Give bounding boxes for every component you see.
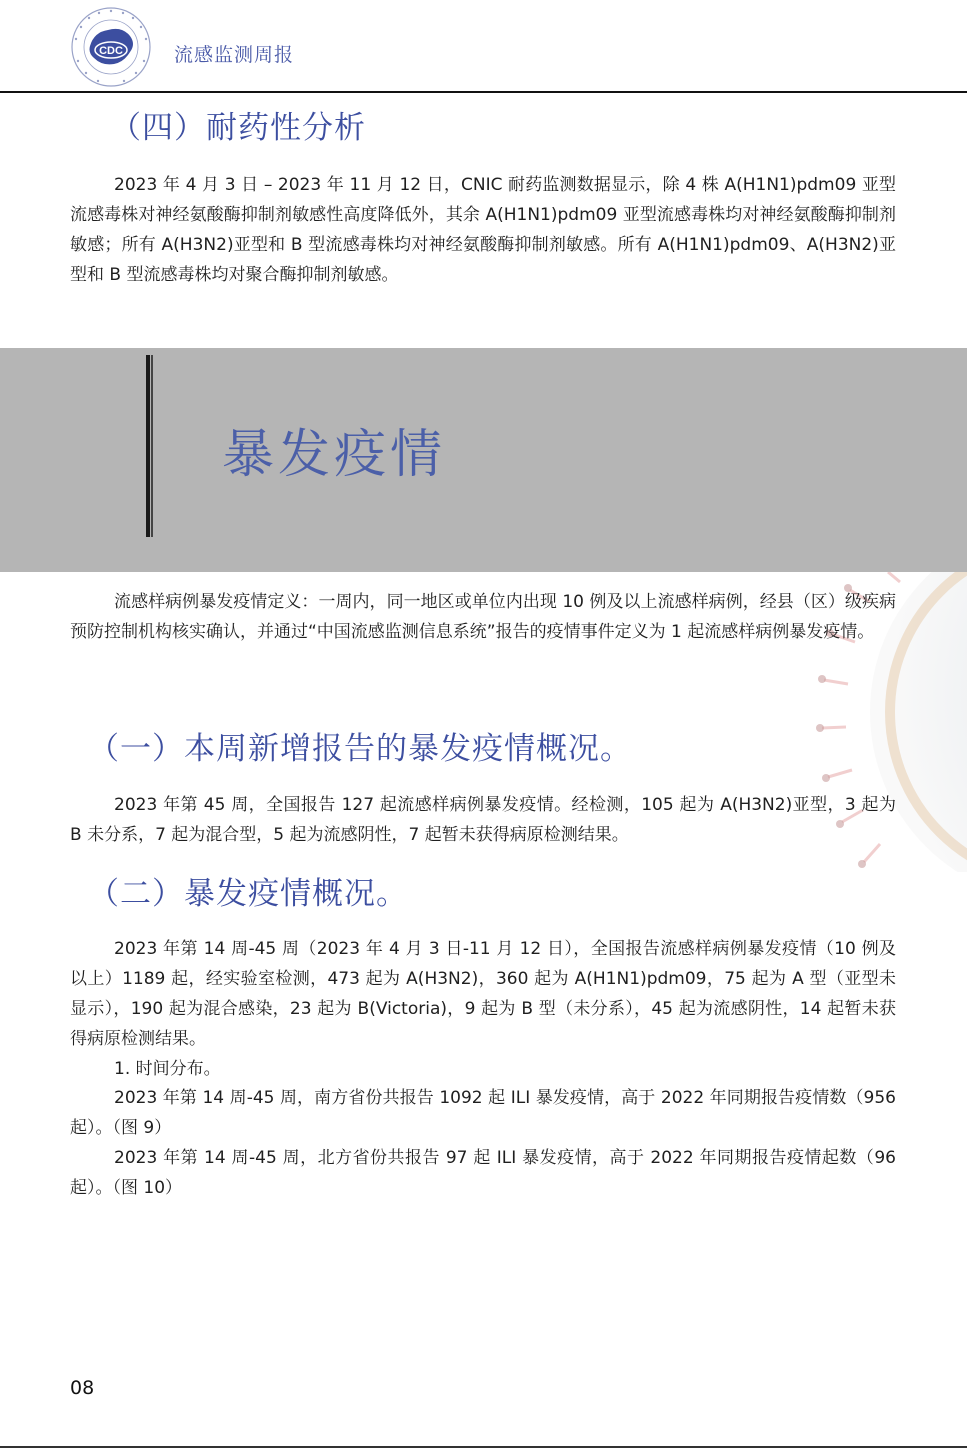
page-header	[0, 0, 967, 92]
paragraph-week-overview: 2023 年第 45 周，全国报告 127 起流感样病例暴发疫情。经检测，105 起为 A(H3N2)亚型，3 起为 B 未分系，7 起为混合型，5 起为流感阴性，7 起暂未获得病原检测结果。	[70, 795, 896, 845]
heading-resistance: （四）耐药性分析	[110, 110, 366, 146]
svg-text:CDC: CDC	[99, 45, 123, 57]
page-number: 08	[70, 1377, 95, 1399]
banner-accent-bar-thin	[151, 355, 153, 537]
banner-title: 暴发疫情	[222, 425, 447, 485]
heading-outbreak-overview: （二）暴发疫情概况。	[88, 876, 408, 912]
list-item-time-distribution: 1. 时间分布。	[114, 1059, 221, 1079]
paragraph-resistance: 2023 年 4 月 3 日 – 2023 年 11 月 12 日，CNIC 耐药监测数据显示，除 4 株 A(H1N1)pdm09 亚型流感毒株对神经氨酸酶抑制剂敏感性高度降低外，其余 A(H1N1)pdm09 亚型流感毒株均对神经氨酸酶抑制剂敏感；所有 A(H3N2)亚型和 B 型流感毒株均对神经氨酸酶抑制剂敏感。所有 A(H1N1)pdm09、A(H3N2)亚型和 B 型流感毒株均对聚合酶抑制剂敏感。	[70, 175, 896, 285]
paragraph-south: 2023 年第 14 周-45 周，南方省份共报告 1092 起 ILI 暴发疫情，高于 2022 年同期报告疫情数（956 起）。（图 9）	[70, 1088, 896, 1138]
banner-accent-bar	[146, 355, 150, 537]
header-title: 流感监测周报	[174, 44, 295, 66]
paragraph-north: 2023 年第 14 周-45 周，北方省份共报告 97 起 ILI 暴发疫情，高于 2022 年同期报告疫情起数（96 起）。（图 10）	[70, 1148, 896, 1198]
paragraph-outbreak-overview: 2023 年第 14 周-45 周（2023 年 4 月 3 日-11 月 12 日），全国报告流感样病例暴发疫情（10 例及以上）1189 起，经实验室检测，473 起为 A(H3N2)，360 起为 A(H1N1)pdm09，75 起为 A 型（亚型未显示），190 起为混合感染，23 起为 B(Victoria)，9 起为 B 型（未分系），45 起为流感阴性，14 起暂未获得病原检测结果。	[70, 939, 896, 1049]
header-divider	[0, 91, 967, 93]
footer-divider	[0, 1446, 967, 1448]
heading-week-overview: （一）本周新增报告的暴发疫情概况。	[88, 731, 632, 767]
paragraph-definition: 流感样病例暴发疫情定义：一周内，同一地区或单位内出现 10 例及以上流感样病例，经县（区）级疾病预防控制机构核实确认，并通过“中国流感监测信息系统”报告的疫情事件定义为 1 起流感样病例暴发疫情。	[70, 592, 896, 642]
cdc-logo	[70, 6, 152, 88]
